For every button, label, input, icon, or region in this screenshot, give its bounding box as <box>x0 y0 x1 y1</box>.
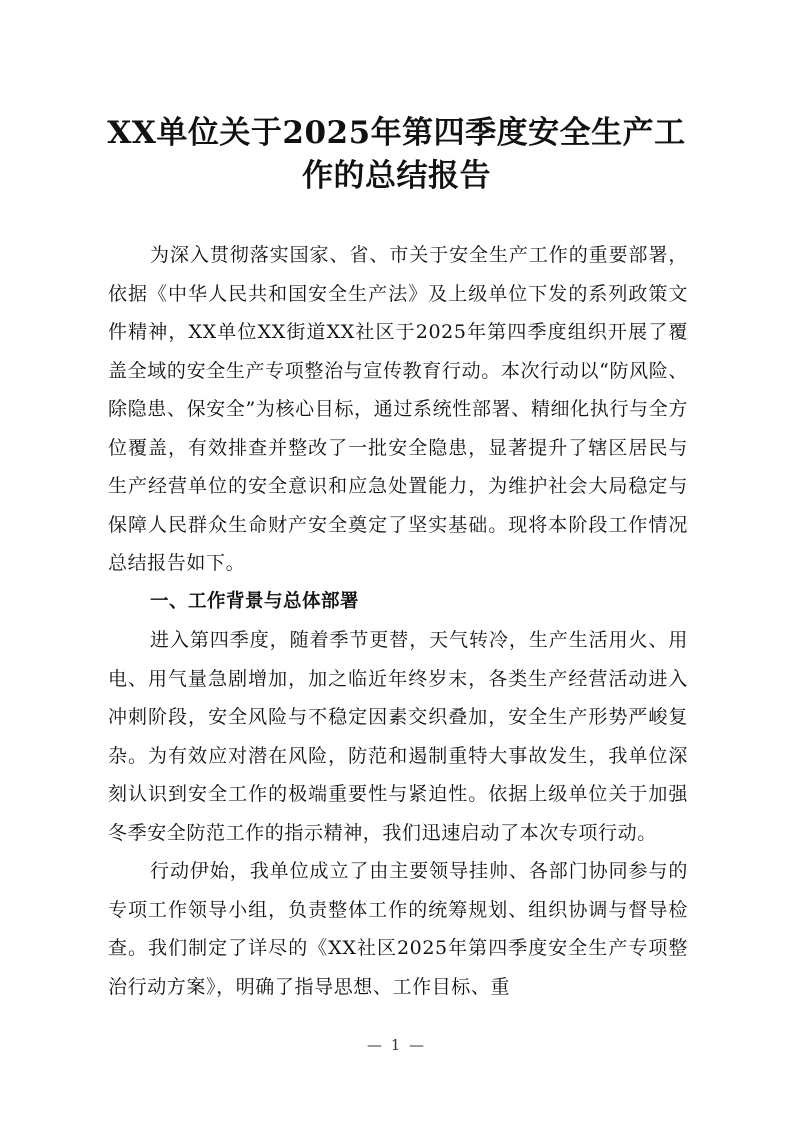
title-line-2: 作的总结报告 <box>302 158 491 194</box>
deployment-paragraph: 行动伊始，我单位成立了由主要领导挂帅、各部门协同参与的专项工作领导小组，负责整体工作的统筹规划、组织协调与督导检查。我们制定了详尽的《XX社区2025年第四季度安全生产专项整治行动方案》，明确了指导思想、工作目标、重 <box>108 860 688 998</box>
intro-paragraph: 为深入贯彻落实国家、省、市关于安全生产工作的重要部署，依据《中华人民共和国安全生产法》及上级单位下发的系列政策文件精神，XX单位XX街道XX社区于2025年第四季度组织开展了覆盖全域的安全生产专项整治与宣传教育行动。本次行动以“防风险、除隐患、保安全”为核心目标，通过系统性部署、精细化执行与全方位覆盖，有效排查并整改了一批安全隐患，显著提升了辖区居民与生产经营单位的安全意识和应急处置能力，为维护社会大局稳定与保障人民群众生命财产安全奠定了坚实基础。现将本阶段工作情况总结报告如下。 <box>108 244 688 574</box>
page-number: — 1 — <box>366 1036 427 1054</box>
title-line-1: XX单位关于2025年第四季度安全生产工 <box>107 115 686 151</box>
section-heading: 一、工作背景与总体部署 <box>150 590 360 612</box>
background-paragraph: 进入第四季度，随着季节更替，天气转冷，生产生活用火、用电、用气量急剧增加，加之临近年终岁末，各类生产经营活动进入冲刺阶段，安全风险与不稳定因素交织叠加，安全生产形势严峻复杂。为有效应对潜在风险，防范和遏制重特大事故发生，我单位深刻认识到安全工作的极端重要性与紧迫性。依据上级单位关于加强冬季安全防范工作的指示精神，我们迅速启动了本次专项行动。 <box>108 629 688 844</box>
document-body <box>108 236 688 1006</box>
page-title <box>100 112 693 198</box>
